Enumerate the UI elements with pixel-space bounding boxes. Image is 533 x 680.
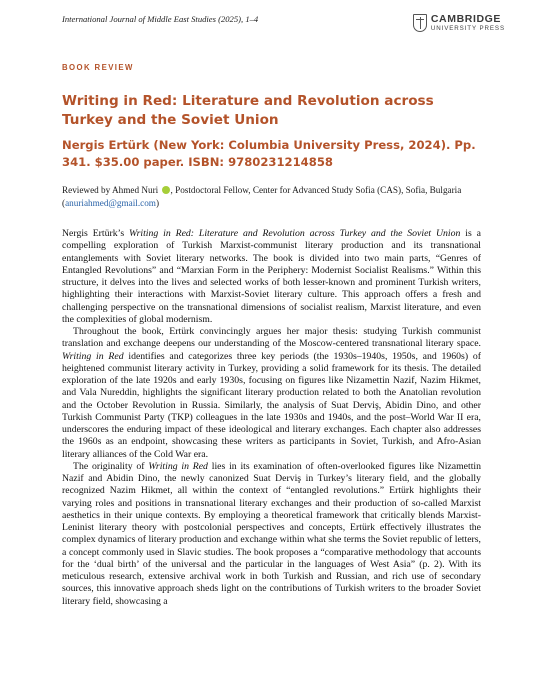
reviewer-name: Ahmed Nuri xyxy=(112,185,159,195)
book-title-italic: Writing in Red xyxy=(148,460,208,472)
reviewer-line xyxy=(62,184,482,210)
reviewer-prefix: Reviewed by xyxy=(62,185,113,195)
reviewer-affiliation: , Postdoctoral Fellow, Center for Advanced Study Sofia (CAS), Sofia, Bulgaria ( xyxy=(62,185,462,208)
book-title-italic: Writing in Red: Literature and Revolution across Turkey and the Soviet Union xyxy=(129,228,461,239)
article-body xyxy=(62,228,481,608)
reviewer-suffix: ) xyxy=(155,198,159,208)
paragraph-2: Throughout the book, Ertürk convincingly argues her major thesis: studying Turkish communist translation and exchange deepens our understanding of the Moscow-centered transnational literary space. Writing in Red identifies and categorizes three key periods (the 1930s–1940s, 1950s, and 1960s) of heightened communist literary activity in Turkey, providing a solid framework for its thesis. The detailed exploration of the late 1920s and early 1930s, focusing on figures like Nizamettin Nazif, Nazim Hikmet, and Vala Nureddin, highlights the significant literary production related to both the Anatolian revolution and the October Revolution in Russia. Similarly, the analysis of Suat Derviş, Abidin Dino, and other Turkish Communist Party (TKP) colleagues in the late 1930s and 1940s, and the post–World War II era, underscores the enduring impact of these ideological and literary exchanges. Each chapter also addresses the 1960s as an endpoint, showcasing these writers as participants in Soviet, Turkish, and Afro-Asian literary alliances of the Cold War era. xyxy=(62,326,481,460)
reviewer-email-link[interactable]: anuriahmed@gmail.com xyxy=(65,198,156,208)
publisher-subname: UNIVERSITY PRESS xyxy=(430,24,505,32)
book-citation: Nergis Ertürk (New York: Columbia University Press, 2024). Pp. 341. $35.00 paper. ISBN: 9780231214858 xyxy=(62,138,476,169)
cambridge-crest-icon xyxy=(413,14,427,32)
publisher-name: CAMBRIDGE xyxy=(430,13,502,26)
journal-citation: International Journal of Middle East Studies (2025), 1–4 xyxy=(62,14,259,24)
paragraph-1: Nergis Ertürk’s Writing in Red: Literature and Revolution across Turkey and the Soviet Union is a compelling exploration of Turkish Marxist-communist literary production and its transnational entanglements with Soviet literary networks. The book is divided into two main parts, “Genres of Entangled Revolutions” and “Marxian Form in the Periphery: Modernist Socialist Realisms.” Within this structure, it delves into the lives and selected works of both lesser-known and prominent Turkish writers, highlighting their interactions with Marxist-Soviet literary culture. This approach offers a fresh and challenging perspective on the transnational dimensions of socialist realism, Marxist literature, and even the complexities of global modernism. xyxy=(62,228,481,325)
article-title: Writing in Red: Literature and Revolution across Turkey and the Soviet Union xyxy=(62,93,434,128)
book-title-italic: Writing in Red xyxy=(62,350,124,362)
paragraph-3: The originality of Writing in Red lies in its examination of often-overlooked figures like Nizamettin Nazif and Abidin Dino, the newly canonized Suat Derviş in Turkey’s literary field, and the globally recognized Nazim Hikmet, all within the context of “entangled revolutions.” Ertürk highlights their varying roles and positions in transnational literary exchanges and their production of so-called Marxist aesthetics in their unique contexts. By employing a theoretical framework that critically blends Marxist-Leninist literary theory with postcolonial perspectives and concepts, Ertürk effectively illustrates the complex dynamics of literary production and exchange within what she terms the Soviet republic of letters, a concept commonly used in Slavic studies. The book proposes a “comparative methodology that accounts for the ‘dual birth’ of the universal and the particular in the languages of West Asia” (p. 2). With its meticulous research, extensive archival work in both Turkish and Russian, and rich use of secondary sources, this innovative approach sheds light on the contributions of Turkish writers to the broader Soviet literary field, showcasing a xyxy=(62,460,481,607)
publisher-logo[interactable] xyxy=(413,11,505,35)
orcid-icon[interactable] xyxy=(162,186,170,194)
page-header xyxy=(62,11,505,35)
section-label: BOOK REVIEW xyxy=(62,63,134,72)
